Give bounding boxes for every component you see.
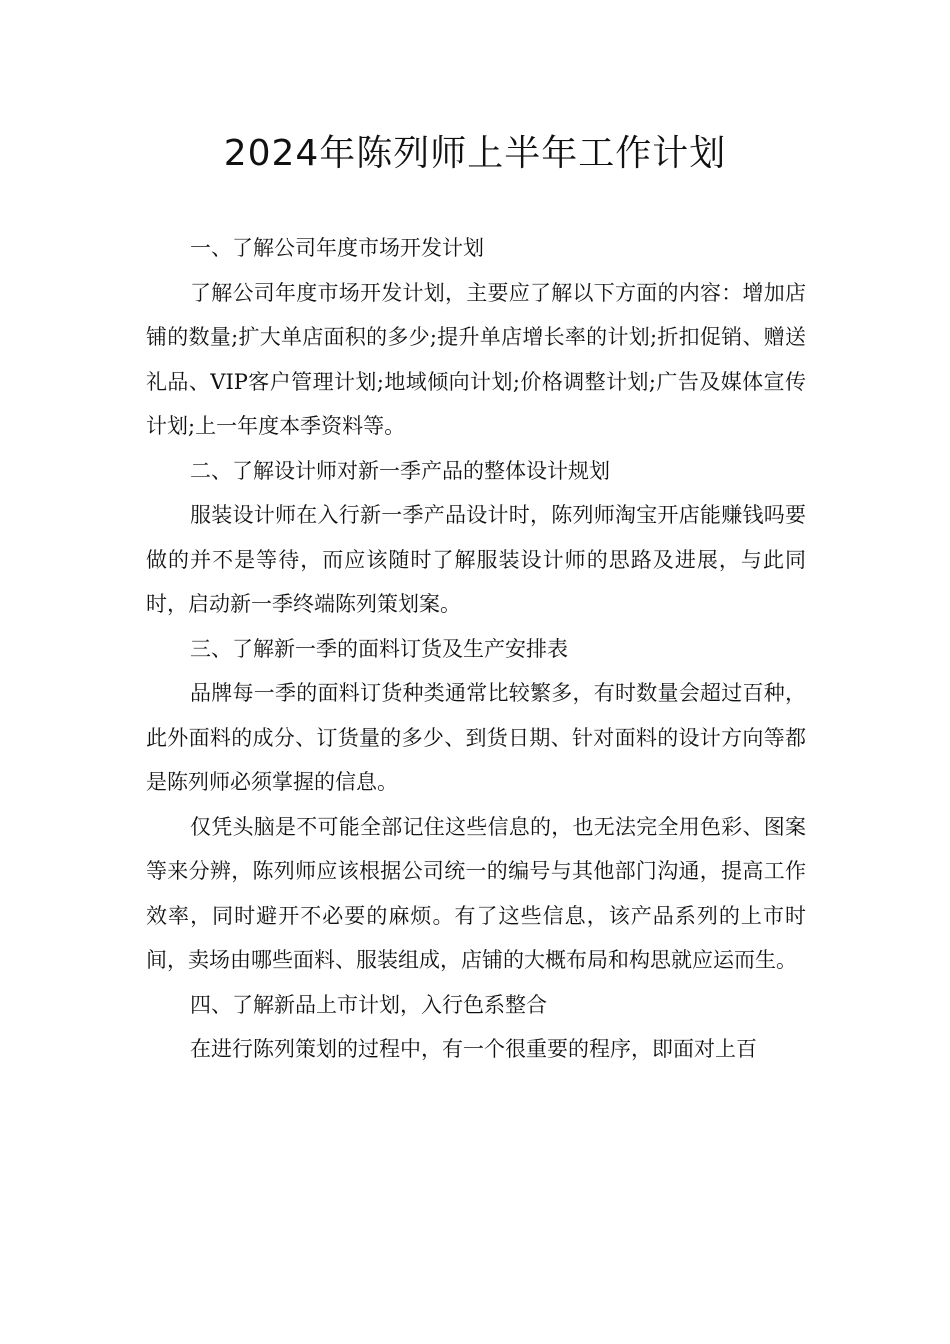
paragraph: 仅凭头脑是不可能全部记住这些信息的，也无法完全用色彩、图案等来分辨，陈列师应该根据公司统一的编号与其他部门沟通，提高工作效率，同时避开不必要的麻烦。有了这些信息，该产品系列的上市时间，卖场由哪些面料、服装组成，店铺的大概布局和构思就应运而生。 (146, 814, 806, 972)
section-heading-1: 一、了解公司年度市场开发计划 (190, 236, 484, 260)
paragraph: 品牌每一季的面料订货种类通常比较繁多，有时数量会超过百种，此外面料的成分、订货量的多少、到货日期、针对面料的设计方向等都是陈列师必须掌握的信息。 (146, 681, 806, 794)
paragraph: 在进行陈列策划的过程中，有一个很重要的程序，即面对上百 (190, 1037, 757, 1061)
document-title: 2024年陈列师上半年工作计划 (223, 133, 727, 174)
section-heading-2: 二、了解设计师对新一季产品的整体设计规划 (190, 458, 610, 483)
paragraph: 服装设计师在入行新一季产品设计时，陈列师淘宝开店能赚钱吗要做的并不是等待，而应该随时了解服装设计师的思路及进展，与此同时，启动新一季终端陈列策划案。 (146, 503, 806, 616)
paragraph: 了解公司年度市场开发计划，主要应了解以下方面的内容：增加店铺的数量;扩大单店面积的多少;提升单店增长率的计划;折扣促销、赠送礼品、VIP客户管理计划;地域倾向计划;价格调整计划;广告及媒体宣传计划;上一年度本季资料等。 (146, 280, 806, 438)
document-body (146, 226, 806, 1072)
section-heading-3: 三、了解新一季的面料订货及生产安排表 (190, 636, 568, 661)
section-heading-4: 四、了解新品上市计划，入行色系整合 (190, 992, 547, 1017)
